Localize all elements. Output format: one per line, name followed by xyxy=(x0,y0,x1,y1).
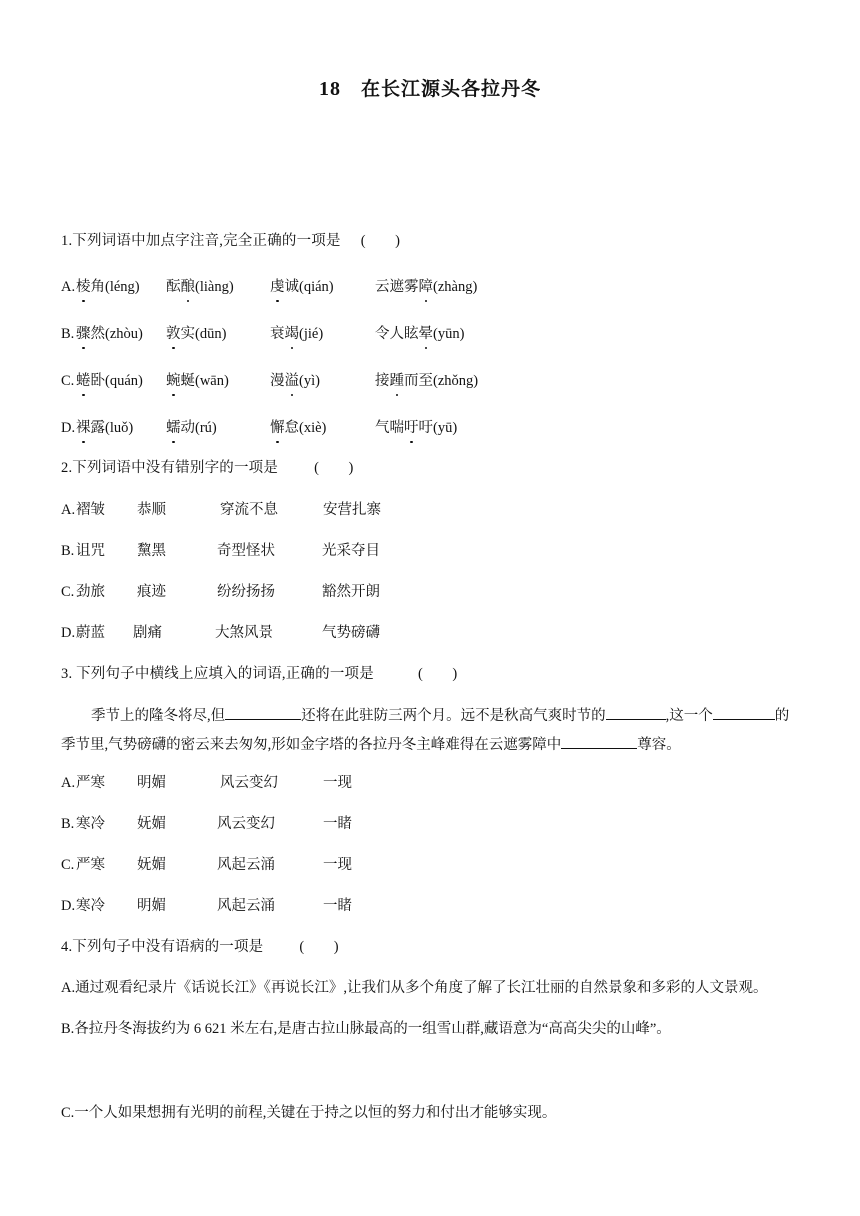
word-part: (yì) xyxy=(299,373,320,389)
option-label: C. xyxy=(61,857,75,873)
option-word: 光采夺目 xyxy=(322,543,380,559)
word-part: 怠(xiè) xyxy=(284,420,327,436)
dotted-char: 吁 xyxy=(404,420,419,436)
option-word xyxy=(76,418,133,438)
option-word xyxy=(270,277,334,297)
dotted-char: 蠕 xyxy=(166,420,181,436)
option-word: 明媚 xyxy=(137,775,166,791)
option-word xyxy=(76,324,143,344)
word-part: 漫 xyxy=(270,373,285,389)
word-part: 吁(yū) xyxy=(418,420,458,436)
word-part: 蜒(wān) xyxy=(180,373,229,389)
lesson-title: 在长江源头各拉丹冬 xyxy=(360,78,541,100)
option-word: 恭顺 xyxy=(137,502,166,518)
option-word xyxy=(270,371,320,391)
question-3-text: 3. 下列句子中横线上应填入的词语,正确的一项是 xyxy=(61,666,374,682)
option-label: B. xyxy=(61,543,75,559)
dotted-char: 蜷 xyxy=(76,373,91,389)
word-part: 然(zhòu) xyxy=(90,326,143,342)
fill-blank-1 xyxy=(225,705,301,720)
option-label: A. xyxy=(61,980,76,996)
option-word: 风云变幻 xyxy=(220,775,278,791)
answer-paren: ( ) xyxy=(299,939,339,955)
answer-paren: ( ) xyxy=(360,233,401,249)
question-1-text: 1.下列词语中加点字注音,完全正确的一项是 xyxy=(61,233,341,249)
option-word xyxy=(375,371,478,391)
dotted-char: 踵 xyxy=(389,373,404,389)
question-3-passage xyxy=(61,702,801,760)
dotted-char: 竭 xyxy=(284,326,299,342)
option-label: B. xyxy=(61,816,75,832)
dotted-char: 晕 xyxy=(418,326,433,342)
question-3-stem xyxy=(61,664,457,684)
word-part: 令人眩 xyxy=(375,326,419,342)
passage-part: 的季节里,气势磅礴的密云来去匆匆,形如金字塔的各拉丹冬主峰难得在云遮雾障中 xyxy=(61,708,790,753)
option-text: 一个人如果想拥有光明的前程,关键在于持之以恒的努力和付出才能够实现。 xyxy=(74,1105,557,1121)
option-word: 劲旅 xyxy=(76,584,105,600)
q4-option-b xyxy=(61,1019,671,1039)
option-word: 气势磅礴 xyxy=(322,625,380,641)
question-1-stem xyxy=(61,231,400,251)
word-part: 接 xyxy=(375,373,390,389)
dotted-char: 敦 xyxy=(166,326,181,342)
word-part: 云遮雾 xyxy=(375,279,419,295)
question-4-stem xyxy=(61,937,339,957)
option-word xyxy=(166,371,229,391)
option-word xyxy=(375,418,457,438)
word-part: 露(luǒ) xyxy=(90,420,134,436)
option-word xyxy=(375,277,477,297)
dotted-char: 裸 xyxy=(76,420,91,436)
option-word xyxy=(76,277,140,297)
option-word: 风起云涌 xyxy=(217,857,275,873)
question-2-text: 2.下列词语中没有错别字的一项是 xyxy=(61,460,279,476)
word-part: 酝 xyxy=(166,279,181,295)
option-word: 风起云涌 xyxy=(217,898,275,914)
word-part: 实(dūn) xyxy=(180,326,227,342)
fill-blank-4 xyxy=(561,734,637,749)
dotted-char: 障 xyxy=(418,279,433,295)
answer-paren: ( ) xyxy=(417,666,458,682)
option-word: 一现 xyxy=(323,775,352,791)
word-part: 气喘 xyxy=(375,420,404,436)
option-label: A. xyxy=(61,279,76,295)
option-word: 风云变幻 xyxy=(217,816,275,832)
option-word: 严寒 xyxy=(76,857,105,873)
q4-option-a xyxy=(61,978,767,998)
option-word: 大煞风景 xyxy=(215,625,273,641)
dotted-char: 懈 xyxy=(270,420,285,436)
word-part: 衰 xyxy=(270,326,285,342)
option-word xyxy=(76,371,143,391)
option-word: 寒冷 xyxy=(76,898,105,914)
lesson-number: 18 xyxy=(318,78,341,100)
option-text: 通过观看纪录片《话说长江》《再说长江》,让我们从多个角度了解了长江壮丽的自然景象和多彩的人文景观。 xyxy=(75,980,768,996)
fill-blank-3 xyxy=(713,705,775,720)
option-word: 蔚蓝 xyxy=(76,625,105,641)
fill-blank-2 xyxy=(606,705,666,720)
option-word xyxy=(270,324,323,344)
option-label: C. xyxy=(61,584,75,600)
passage-part: 尊容。 xyxy=(637,737,681,753)
word-part: (liàng) xyxy=(195,279,234,295)
option-word: 一现 xyxy=(323,857,352,873)
word-part: 角(léng) xyxy=(90,279,140,295)
dotted-char: 虔 xyxy=(270,279,285,295)
option-word: 痕迹 xyxy=(137,584,166,600)
answer-paren: ( ) xyxy=(314,460,354,476)
option-word: 安营扎寨 xyxy=(323,502,381,518)
word-part: 卧(quán) xyxy=(90,373,143,389)
option-label: C. xyxy=(61,1105,75,1121)
option-word: 一睹 xyxy=(323,898,352,914)
option-word: 妩媚 xyxy=(137,816,166,832)
word-part: 而至(zhǒng) xyxy=(404,373,479,389)
passage-part: 还将在此驻防三两个月。远不是秋高气爽时节的 xyxy=(301,708,606,724)
option-label: D. xyxy=(61,625,76,641)
option-label: D. xyxy=(61,898,76,914)
option-word xyxy=(166,418,217,438)
option-word xyxy=(166,324,226,344)
option-word: 穿流不息 xyxy=(220,502,278,518)
page-title xyxy=(0,74,860,101)
dotted-char: 棱 xyxy=(76,279,91,295)
word-part: (jié) xyxy=(299,326,324,342)
option-word: 剧痛 xyxy=(133,625,162,641)
dotted-char: 酿 xyxy=(180,279,195,295)
option-word: 褶皱 xyxy=(76,502,105,518)
option-word xyxy=(375,324,464,344)
passage-part: 季节上的隆冬将尽,但 xyxy=(91,708,226,724)
dotted-char: 溢 xyxy=(284,373,299,389)
option-label: A. xyxy=(61,775,76,791)
word-part: (zhàng) xyxy=(433,279,478,295)
option-word: 一睹 xyxy=(323,816,352,832)
dotted-char: 蜿 xyxy=(166,373,181,389)
option-word: 黧黑 xyxy=(137,543,166,559)
option-label: A. xyxy=(61,502,76,518)
dotted-char: 骤 xyxy=(76,326,91,342)
question-2-stem xyxy=(61,458,354,478)
option-label: B. xyxy=(61,326,75,342)
option-label: B. xyxy=(61,1021,75,1037)
option-word: 纷纷扬扬 xyxy=(217,584,275,600)
option-label: C. xyxy=(61,373,75,389)
q4-option-c xyxy=(61,1103,556,1123)
option-word: 奇型怪状 xyxy=(217,543,275,559)
option-word xyxy=(270,418,326,438)
option-text: 各拉丹冬海拔约为 6 621 米左右,是唐古拉山脉最高的一组雪山群,藏语意为“高高尖尖的山峰”。 xyxy=(74,1021,671,1037)
option-word: 豁然开朗 xyxy=(322,584,380,600)
option-word: 寒冷 xyxy=(76,816,105,832)
option-label: D. xyxy=(61,420,76,436)
option-word: 诅咒 xyxy=(76,543,105,559)
option-word: 严寒 xyxy=(76,775,105,791)
passage-part: ,这一个 xyxy=(665,708,713,724)
word-part: 动(rú) xyxy=(180,420,217,436)
word-part: 诚(qián) xyxy=(284,279,334,295)
option-word xyxy=(166,277,234,297)
word-part: (yūn) xyxy=(433,326,465,342)
option-word: 妩媚 xyxy=(137,857,166,873)
option-word: 明媚 xyxy=(137,898,166,914)
question-4-text: 4.下列句子中没有语病的一项是 xyxy=(61,939,264,955)
